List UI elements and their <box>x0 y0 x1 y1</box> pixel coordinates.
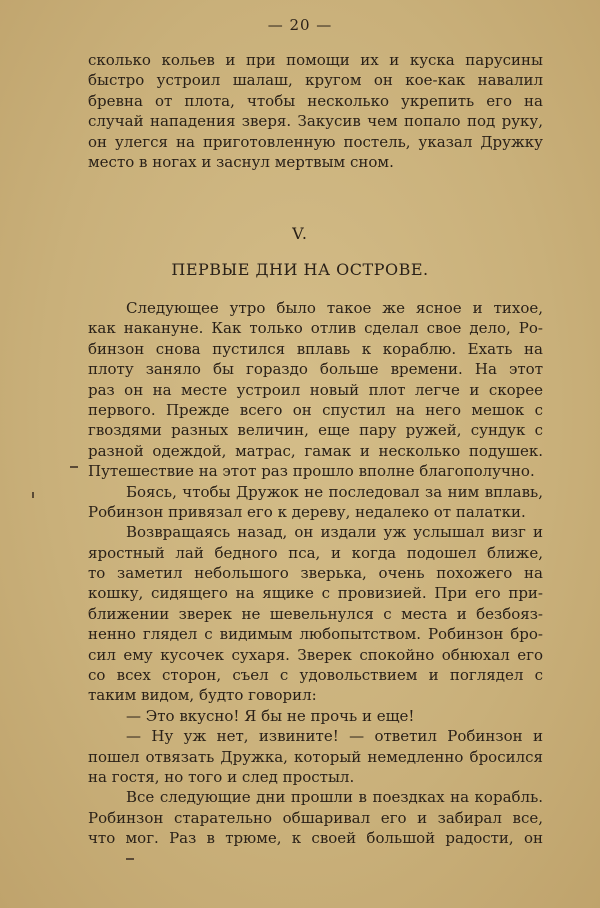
text-line: гвоздями разных величин, еще пару ружей, сундук с <box>88 421 543 440</box>
text-line: таким видом, будто говорил: <box>88 686 317 705</box>
text-line: быстро устроил шалаш, кругом он кое-как навалил <box>88 71 543 90</box>
text-line: Робинзон привязал его к дереву, недалеко от палатки. <box>88 502 526 521</box>
text-line: плоту заняло бы гораздо больше времени. На этот <box>88 360 543 379</box>
text-block-chapter-body <box>88 298 543 849</box>
text-line: бревна от плота, чтобы несколько укрепить его на <box>88 91 543 110</box>
text-line: ненно глядел с видимым любопытством. Робинзон бро- <box>88 625 543 644</box>
text-line: Боясь, чтобы Дружок не последовал за ним вплавь, <box>126 482 543 501</box>
text-line: то заметил небольшого зверька, очень похожего на <box>88 564 543 583</box>
text-line: Робинзон старательно обшаривал его и забирал все, <box>88 808 543 827</box>
text-line: первого. Прежде всего он спустил на него мешок с <box>88 400 543 419</box>
text-line: Возвращаясь назад, он издали уж услышал визг и <box>126 523 543 542</box>
text-line: разной одеждой, матрас, гамак и несколько подушек. <box>88 441 543 460</box>
margin-mark <box>32 492 34 498</box>
text-line: раз он на месте устроил новый плот легче и скорее <box>88 380 543 399</box>
text-line: на гостя, но того и след простыл. <box>88 767 355 786</box>
text-line: что мог. Раз в трюме, к своей большой радости, он <box>88 829 543 848</box>
text-block-before-chapter <box>88 50 543 172</box>
text-line: яростный лай бедного пса, и когда подошел ближе, <box>88 543 543 562</box>
dialogue-line: — Ну уж нет, извините! — ответил Робинзон и <box>126 727 543 746</box>
text-line: Все следующие дни прошли в поездках на корабль. <box>126 788 543 807</box>
text-line: место в ногах и заснул мертвым сном. <box>88 152 394 171</box>
page-number: — 20 — <box>267 16 333 34</box>
text-line: Путешествие на этот раз прошло вполне благополучно. <box>88 462 535 481</box>
text-line: кошку, сидящего на ящике с провизией. При его при- <box>88 584 543 603</box>
chapter-title: ПЕРВЫЕ ДНИ НА ОСТРОВЕ. <box>171 260 429 279</box>
text-line: ближении зверек не шевельнулся с места и безбояз- <box>88 604 543 623</box>
chapter-number: V. <box>292 224 308 243</box>
text-line: пошел отвязать Дружка, который немедленно бросился <box>88 747 543 766</box>
margin-mark <box>126 858 134 860</box>
text-line: сил ему кусочек сухаря. Зверек спокойно обнюхал его <box>88 645 543 664</box>
text-line: сколько кольев и при помощи их и куска парусины <box>88 51 543 69</box>
dialogue-line: — Это вкусно! Я бы не прочь и еще! <box>126 706 415 725</box>
margin-mark <box>70 466 78 468</box>
text-line: со всех сторон, съел с удовольствием и поглядел с <box>88 666 543 685</box>
text-line: он улегся на приготовленную постель, указал Дружку <box>88 132 543 151</box>
text-line: бинзон снова пустился вплавь к кораблю. Ехать на <box>88 339 543 358</box>
text-line: как накануне. Как только отлив сделал свое дело, Ро- <box>88 319 543 338</box>
text-line: Следующее утро было такое же ясное и тихое, <box>126 299 543 317</box>
text-line: случай нападения зверя. Закусив чем попало под руку, <box>88 112 543 131</box>
